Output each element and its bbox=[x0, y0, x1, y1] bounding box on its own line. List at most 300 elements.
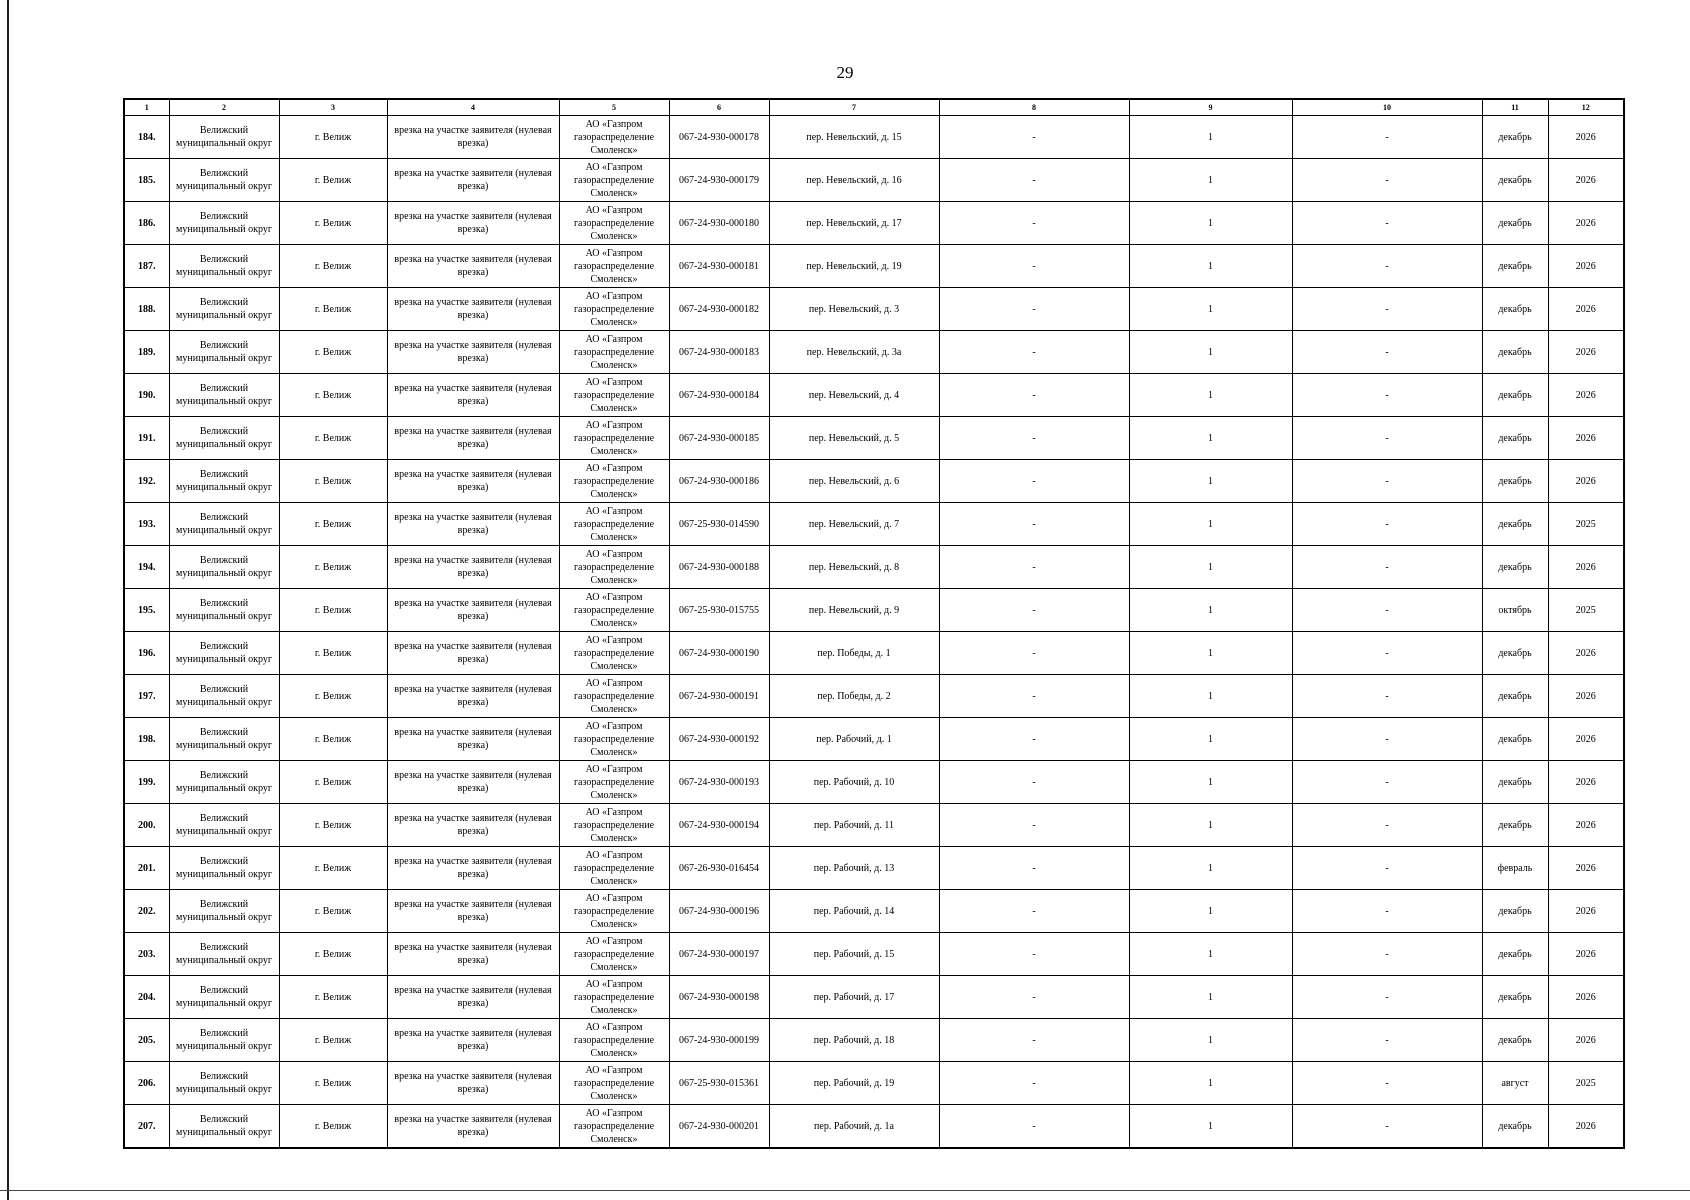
row-number: 185. bbox=[124, 159, 169, 202]
year-cell: 2026 bbox=[1548, 847, 1624, 890]
row-number: 197. bbox=[124, 675, 169, 718]
address-cell: пер. Рабочий, д. 19 bbox=[769, 1062, 939, 1105]
register-table bbox=[123, 98, 1625, 1149]
column-8-cell: - bbox=[939, 460, 1129, 503]
district-cell: Велижский муниципальный округ bbox=[169, 1105, 279, 1149]
table-row bbox=[124, 976, 1624, 1019]
city-cell: г. Велиж bbox=[279, 159, 387, 202]
work-type-cell: врезка на участке заявителя (нулевая врезка) bbox=[387, 632, 559, 675]
row-number: 206. bbox=[124, 1062, 169, 1105]
city-cell: г. Велиж bbox=[279, 288, 387, 331]
column-8-cell: - bbox=[939, 374, 1129, 417]
column-9-cell: 1 bbox=[1129, 331, 1292, 374]
organization-cell: АО «Газпром газораспределение Смоленск» bbox=[559, 589, 669, 632]
column-number: 7 bbox=[769, 99, 939, 116]
month-cell: август bbox=[1482, 1062, 1548, 1105]
column-8-cell: - bbox=[939, 804, 1129, 847]
month-cell: декабрь bbox=[1482, 245, 1548, 288]
column-10-cell: - bbox=[1292, 804, 1482, 847]
district-cell: Велижский муниципальный округ bbox=[169, 374, 279, 417]
district-cell: Велижский муниципальный округ bbox=[169, 761, 279, 804]
column-10-cell: - bbox=[1292, 675, 1482, 718]
object-code-cell: 067-24-930-000180 bbox=[669, 202, 769, 245]
year-cell: 2025 bbox=[1548, 503, 1624, 546]
district-cell: Велижский муниципальный округ bbox=[169, 589, 279, 632]
table-row bbox=[124, 1062, 1624, 1105]
organization-cell: АО «Газпром газораспределение Смоленск» bbox=[559, 1062, 669, 1105]
column-9-cell: 1 bbox=[1129, 417, 1292, 460]
address-cell: пер. Победы, д. 1 bbox=[769, 632, 939, 675]
row-number: 201. bbox=[124, 847, 169, 890]
column-9-cell: 1 bbox=[1129, 159, 1292, 202]
row-number: 188. bbox=[124, 288, 169, 331]
organization-cell: АО «Газпром газораспределение Смоленск» bbox=[559, 675, 669, 718]
column-9-cell: 1 bbox=[1129, 847, 1292, 890]
row-number: 203. bbox=[124, 933, 169, 976]
month-cell: декабрь bbox=[1482, 804, 1548, 847]
object-code-cell: 067-26-930-016454 bbox=[669, 847, 769, 890]
work-type-cell: врезка на участке заявителя (нулевая врезка) bbox=[387, 546, 559, 589]
work-type-cell: врезка на участке заявителя (нулевая врезка) bbox=[387, 589, 559, 632]
object-code-cell: 067-24-930-000185 bbox=[669, 417, 769, 460]
organization-cell: АО «Газпром газораспределение Смоленск» bbox=[559, 976, 669, 1019]
year-cell: 2025 bbox=[1548, 1062, 1624, 1105]
year-cell: 2026 bbox=[1548, 632, 1624, 675]
column-10-cell: - bbox=[1292, 1019, 1482, 1062]
city-cell: г. Велиж bbox=[279, 331, 387, 374]
month-cell: декабрь bbox=[1482, 675, 1548, 718]
work-type-cell: врезка на участке заявителя (нулевая врезка) bbox=[387, 761, 559, 804]
column-9-cell: 1 bbox=[1129, 245, 1292, 288]
table-row bbox=[124, 159, 1624, 202]
city-cell: г. Велиж bbox=[279, 890, 387, 933]
city-cell: г. Велиж bbox=[279, 632, 387, 675]
object-code-cell: 067-24-930-000181 bbox=[669, 245, 769, 288]
column-9-cell: 1 bbox=[1129, 1062, 1292, 1105]
year-cell: 2026 bbox=[1548, 976, 1624, 1019]
column-10-cell: - bbox=[1292, 331, 1482, 374]
month-cell: декабрь bbox=[1482, 288, 1548, 331]
work-type-cell: врезка на участке заявителя (нулевая врезка) bbox=[387, 890, 559, 933]
address-cell: пер. Невельский, д. 9 bbox=[769, 589, 939, 632]
organization-cell: АО «Газпром газораспределение Смоленск» bbox=[559, 331, 669, 374]
column-10-cell: - bbox=[1292, 847, 1482, 890]
object-code-cell: 067-24-930-000182 bbox=[669, 288, 769, 331]
year-cell: 2026 bbox=[1548, 933, 1624, 976]
work-type-cell: врезка на участке заявителя (нулевая врезка) bbox=[387, 202, 559, 245]
month-cell: декабрь bbox=[1482, 159, 1548, 202]
table-row bbox=[124, 1019, 1624, 1062]
object-code-cell: 067-24-930-000190 bbox=[669, 632, 769, 675]
organization-cell: АО «Газпром газораспределение Смоленск» bbox=[559, 159, 669, 202]
column-8-cell: - bbox=[939, 417, 1129, 460]
address-cell: пер. Невельский, д. 3 bbox=[769, 288, 939, 331]
month-cell: декабрь bbox=[1482, 890, 1548, 933]
table-row bbox=[124, 589, 1624, 632]
column-10-cell: - bbox=[1292, 503, 1482, 546]
table-row bbox=[124, 331, 1624, 374]
district-cell: Велижский муниципальный округ bbox=[169, 1062, 279, 1105]
organization-cell: АО «Газпром газораспределение Смоленск» bbox=[559, 374, 669, 417]
address-cell: пер. Невельский, д. 7 bbox=[769, 503, 939, 546]
column-10-cell: - bbox=[1292, 245, 1482, 288]
year-cell: 2026 bbox=[1548, 288, 1624, 331]
column-10-cell: - bbox=[1292, 1105, 1482, 1149]
address-cell: пер. Рабочий, д. 15 bbox=[769, 933, 939, 976]
work-type-cell: врезка на участке заявителя (нулевая врезка) bbox=[387, 718, 559, 761]
column-9-cell: 1 bbox=[1129, 202, 1292, 245]
work-type-cell: врезка на участке заявителя (нулевая врезка) bbox=[387, 460, 559, 503]
organization-cell: АО «Газпром газораспределение Смоленск» bbox=[559, 546, 669, 589]
object-code-cell: 067-24-930-000198 bbox=[669, 976, 769, 1019]
month-cell: декабрь bbox=[1482, 1105, 1548, 1149]
district-cell: Велижский муниципальный округ bbox=[169, 632, 279, 675]
page-number: 29 bbox=[836, 63, 854, 82]
month-cell: декабрь bbox=[1482, 976, 1548, 1019]
object-code-cell: 067-24-930-000192 bbox=[669, 718, 769, 761]
table-row bbox=[124, 417, 1624, 460]
month-cell: декабрь bbox=[1482, 632, 1548, 675]
organization-cell: АО «Газпром газораспределение Смоленск» bbox=[559, 116, 669, 159]
row-number: 193. bbox=[124, 503, 169, 546]
table-row bbox=[124, 847, 1624, 890]
column-9-cell: 1 bbox=[1129, 804, 1292, 847]
column-8-cell: - bbox=[939, 331, 1129, 374]
city-cell: г. Велиж bbox=[279, 417, 387, 460]
column-8-cell: - bbox=[939, 847, 1129, 890]
table-row bbox=[124, 546, 1624, 589]
work-type-cell: врезка на участке заявителя (нулевая врезка) bbox=[387, 159, 559, 202]
city-cell: г. Велиж bbox=[279, 718, 387, 761]
address-cell: пер. Невельский, д. 17 bbox=[769, 202, 939, 245]
year-cell: 2026 bbox=[1548, 245, 1624, 288]
address-cell: пер. Невельский, д. 4 bbox=[769, 374, 939, 417]
year-cell: 2026 bbox=[1548, 718, 1624, 761]
row-number: 205. bbox=[124, 1019, 169, 1062]
column-9-cell: 1 bbox=[1129, 503, 1292, 546]
city-cell: г. Велиж bbox=[279, 847, 387, 890]
column-9-cell: 1 bbox=[1129, 589, 1292, 632]
object-code-cell: 067-24-930-000183 bbox=[669, 331, 769, 374]
month-cell: декабрь bbox=[1482, 417, 1548, 460]
work-type-cell: врезка на участке заявителя (нулевая врезка) bbox=[387, 374, 559, 417]
year-cell: 2026 bbox=[1548, 890, 1624, 933]
city-cell: г. Велиж bbox=[279, 933, 387, 976]
district-cell: Велижский муниципальный округ bbox=[169, 417, 279, 460]
row-number: 192. bbox=[124, 460, 169, 503]
district-cell: Велижский муниципальный округ bbox=[169, 890, 279, 933]
row-number: 198. bbox=[124, 718, 169, 761]
scan-bottom-edge bbox=[0, 1190, 1690, 1191]
district-cell: Велижский муниципальный округ bbox=[169, 288, 279, 331]
column-9-cell: 1 bbox=[1129, 976, 1292, 1019]
object-code-cell: 067-24-930-000191 bbox=[669, 675, 769, 718]
address-cell: пер. Рабочий, д. 10 bbox=[769, 761, 939, 804]
year-cell: 2026 bbox=[1548, 1019, 1624, 1062]
address-cell: пер. Рабочий, д. 17 bbox=[769, 976, 939, 1019]
district-cell: Велижский муниципальный округ bbox=[169, 933, 279, 976]
object-code-cell: 067-24-930-000193 bbox=[669, 761, 769, 804]
work-type-cell: врезка на участке заявителя (нулевая врезка) bbox=[387, 417, 559, 460]
object-code-cell: 067-24-930-000184 bbox=[669, 374, 769, 417]
column-8-cell: - bbox=[939, 503, 1129, 546]
row-number: 207. bbox=[124, 1105, 169, 1149]
row-number: 199. bbox=[124, 761, 169, 804]
column-8-cell: - bbox=[939, 1062, 1129, 1105]
year-cell: 2026 bbox=[1548, 804, 1624, 847]
table-row bbox=[124, 804, 1624, 847]
column-9-cell: 1 bbox=[1129, 1019, 1292, 1062]
district-cell: Велижский муниципальный округ bbox=[169, 202, 279, 245]
work-type-cell: врезка на участке заявителя (нулевая врезка) bbox=[387, 976, 559, 1019]
city-cell: г. Велиж bbox=[279, 1062, 387, 1105]
row-number: 190. bbox=[124, 374, 169, 417]
organization-cell: АО «Газпром газораспределение Смоленск» bbox=[559, 202, 669, 245]
column-8-cell: - bbox=[939, 675, 1129, 718]
column-10-cell: - bbox=[1292, 546, 1482, 589]
year-cell: 2026 bbox=[1548, 1105, 1624, 1149]
work-type-cell: врезка на участке заявителя (нулевая врезка) bbox=[387, 1105, 559, 1149]
city-cell: г. Велиж bbox=[279, 374, 387, 417]
month-cell: декабрь bbox=[1482, 460, 1548, 503]
table-row bbox=[124, 116, 1624, 159]
column-10-cell: - bbox=[1292, 933, 1482, 976]
column-9-cell: 1 bbox=[1129, 288, 1292, 331]
city-cell: г. Велиж bbox=[279, 804, 387, 847]
city-cell: г. Велиж bbox=[279, 675, 387, 718]
column-10-cell: - bbox=[1292, 761, 1482, 804]
year-cell: 2025 bbox=[1548, 589, 1624, 632]
city-cell: г. Велиж bbox=[279, 1105, 387, 1149]
column-number: 3 bbox=[279, 99, 387, 116]
address-cell: пер. Невельский, д. 6 bbox=[769, 460, 939, 503]
column-9-cell: 1 bbox=[1129, 374, 1292, 417]
address-cell: пер. Невельский, д. 3а bbox=[769, 331, 939, 374]
district-cell: Велижский муниципальный округ bbox=[169, 116, 279, 159]
object-code-cell: 067-24-930-000196 bbox=[669, 890, 769, 933]
address-cell: пер. Рабочий, д. 1 bbox=[769, 718, 939, 761]
object-code-cell: 067-25-930-015755 bbox=[669, 589, 769, 632]
object-code-cell: 067-24-930-000194 bbox=[669, 804, 769, 847]
organization-cell: АО «Газпром газораспределение Смоленск» bbox=[559, 1019, 669, 1062]
district-cell: Велижский муниципальный округ bbox=[169, 503, 279, 546]
column-8-cell: - bbox=[939, 718, 1129, 761]
month-cell: октябрь bbox=[1482, 589, 1548, 632]
address-cell: пер. Невельский, д. 15 bbox=[769, 116, 939, 159]
column-9-cell: 1 bbox=[1129, 890, 1292, 933]
column-number: 4 bbox=[387, 99, 559, 116]
column-8-cell: - bbox=[939, 1019, 1129, 1062]
work-type-cell: врезка на участке заявителя (нулевая врезка) bbox=[387, 503, 559, 546]
column-10-cell: - bbox=[1292, 116, 1482, 159]
table-row bbox=[124, 890, 1624, 933]
column-number: 1 bbox=[124, 99, 169, 116]
object-code-cell: 067-24-930-000197 bbox=[669, 933, 769, 976]
column-9-cell: 1 bbox=[1129, 933, 1292, 976]
organization-cell: АО «Газпром газораспределение Смоленск» bbox=[559, 890, 669, 933]
row-number: 189. bbox=[124, 331, 169, 374]
address-cell: пер. Невельский, д. 19 bbox=[769, 245, 939, 288]
column-10-cell: - bbox=[1292, 589, 1482, 632]
column-10-cell: - bbox=[1292, 460, 1482, 503]
year-cell: 2026 bbox=[1548, 417, 1624, 460]
table-row bbox=[124, 632, 1624, 675]
scan-left-edge bbox=[7, 0, 9, 1200]
object-code-cell: 067-24-930-000199 bbox=[669, 1019, 769, 1062]
column-10-cell: - bbox=[1292, 718, 1482, 761]
table-row bbox=[124, 675, 1624, 718]
work-type-cell: врезка на участке заявителя (нулевая врезка) bbox=[387, 1062, 559, 1105]
year-cell: 2026 bbox=[1548, 202, 1624, 245]
city-cell: г. Велиж bbox=[279, 503, 387, 546]
work-type-cell: врезка на участке заявителя (нулевая врезка) bbox=[387, 933, 559, 976]
year-cell: 2026 bbox=[1548, 116, 1624, 159]
address-cell: пер. Рабочий, д. 1а bbox=[769, 1105, 939, 1149]
city-cell: г. Велиж bbox=[279, 460, 387, 503]
column-9-cell: 1 bbox=[1129, 460, 1292, 503]
month-cell: декабрь bbox=[1482, 718, 1548, 761]
work-type-cell: врезка на участке заявителя (нулевая врезка) bbox=[387, 331, 559, 374]
column-number: 6 bbox=[669, 99, 769, 116]
column-10-cell: - bbox=[1292, 632, 1482, 675]
column-10-cell: - bbox=[1292, 1062, 1482, 1105]
district-cell: Велижский муниципальный округ bbox=[169, 675, 279, 718]
organization-cell: АО «Газпром газораспределение Смоленск» bbox=[559, 417, 669, 460]
month-cell: декабрь bbox=[1482, 331, 1548, 374]
table-row bbox=[124, 288, 1624, 331]
column-8-cell: - bbox=[939, 288, 1129, 331]
district-cell: Велижский муниципальный округ bbox=[169, 1019, 279, 1062]
work-type-cell: врезка на участке заявителя (нулевая врезка) bbox=[387, 1019, 559, 1062]
column-number: 5 bbox=[559, 99, 669, 116]
column-8-cell: - bbox=[939, 761, 1129, 804]
address-cell: пер. Победы, д. 2 bbox=[769, 675, 939, 718]
address-cell: пер. Рабочий, д. 18 bbox=[769, 1019, 939, 1062]
column-8-cell: - bbox=[939, 976, 1129, 1019]
year-cell: 2026 bbox=[1548, 374, 1624, 417]
column-10-cell: - bbox=[1292, 159, 1482, 202]
column-8-cell: - bbox=[939, 933, 1129, 976]
object-code-cell: 067-24-930-000201 bbox=[669, 1105, 769, 1149]
month-cell: декабрь bbox=[1482, 761, 1548, 804]
column-number: 11 bbox=[1482, 99, 1548, 116]
column-number: 9 bbox=[1129, 99, 1292, 116]
district-cell: Велижский муниципальный округ bbox=[169, 460, 279, 503]
city-cell: г. Велиж bbox=[279, 589, 387, 632]
column-number: 8 bbox=[939, 99, 1129, 116]
city-cell: г. Велиж bbox=[279, 546, 387, 589]
district-cell: Велижский муниципальный округ bbox=[169, 976, 279, 1019]
row-number: 195. bbox=[124, 589, 169, 632]
year-cell: 2026 bbox=[1548, 331, 1624, 374]
organization-cell: АО «Газпром газораспределение Смоленск» bbox=[559, 933, 669, 976]
row-number: 202. bbox=[124, 890, 169, 933]
table-row bbox=[124, 245, 1624, 288]
month-cell: декабрь bbox=[1482, 546, 1548, 589]
row-number: 204. bbox=[124, 976, 169, 1019]
organization-cell: АО «Газпром газораспределение Смоленск» bbox=[559, 632, 669, 675]
city-cell: г. Велиж bbox=[279, 976, 387, 1019]
column-8-cell: - bbox=[939, 245, 1129, 288]
year-cell: 2026 bbox=[1548, 159, 1624, 202]
address-cell: пер. Рабочий, д. 14 bbox=[769, 890, 939, 933]
row-number: 194. bbox=[124, 546, 169, 589]
row-number: 200. bbox=[124, 804, 169, 847]
organization-cell: АО «Газпром газораспределение Смоленск» bbox=[559, 503, 669, 546]
object-code-cell: 067-24-930-000188 bbox=[669, 546, 769, 589]
object-code-cell: 067-24-930-000186 bbox=[669, 460, 769, 503]
column-8-cell: - bbox=[939, 589, 1129, 632]
city-cell: г. Велиж bbox=[279, 245, 387, 288]
column-9-cell: 1 bbox=[1129, 632, 1292, 675]
column-number: 10 bbox=[1292, 99, 1482, 116]
address-cell: пер. Рабочий, д. 11 bbox=[769, 804, 939, 847]
row-number: 184. bbox=[124, 116, 169, 159]
register-rows bbox=[124, 116, 1624, 1149]
month-cell: декабрь bbox=[1482, 1019, 1548, 1062]
table-row bbox=[124, 460, 1624, 503]
organization-cell: АО «Газпром газораспределение Смоленск» bbox=[559, 847, 669, 890]
row-number: 191. bbox=[124, 417, 169, 460]
column-number: 2 bbox=[169, 99, 279, 116]
table-row bbox=[124, 374, 1624, 417]
month-cell: февраль bbox=[1482, 847, 1548, 890]
column-10-cell: - bbox=[1292, 202, 1482, 245]
organization-cell: АО «Газпром газораспределение Смоленск» bbox=[559, 1105, 669, 1149]
row-number: 187. bbox=[124, 245, 169, 288]
column-9-cell: 1 bbox=[1129, 546, 1292, 589]
object-code-cell: 067-24-930-000178 bbox=[669, 116, 769, 159]
city-cell: г. Велиж bbox=[279, 202, 387, 245]
row-number: 196. bbox=[124, 632, 169, 675]
column-10-cell: - bbox=[1292, 890, 1482, 933]
address-cell: пер. Невельский, д. 8 bbox=[769, 546, 939, 589]
work-type-cell: врезка на участке заявителя (нулевая врезка) bbox=[387, 804, 559, 847]
city-cell: г. Велиж bbox=[279, 116, 387, 159]
column-8-cell: - bbox=[939, 632, 1129, 675]
column-10-cell: - bbox=[1292, 374, 1482, 417]
district-cell: Велижский муниципальный округ bbox=[169, 245, 279, 288]
month-cell: декабрь bbox=[1482, 202, 1548, 245]
column-number: 12 bbox=[1548, 99, 1624, 116]
column-8-cell: - bbox=[939, 159, 1129, 202]
work-type-cell: врезка на участке заявителя (нулевая врезка) bbox=[387, 245, 559, 288]
table-row bbox=[124, 1105, 1624, 1149]
district-cell: Велижский муниципальный округ bbox=[169, 847, 279, 890]
district-cell: Велижский муниципальный округ bbox=[169, 331, 279, 374]
column-8-cell: - bbox=[939, 1105, 1129, 1149]
organization-cell: АО «Газпром газораспределение Смоленск» bbox=[559, 761, 669, 804]
month-cell: декабрь bbox=[1482, 116, 1548, 159]
work-type-cell: врезка на участке заявителя (нулевая врезка) bbox=[387, 288, 559, 331]
object-code-cell: 067-25-930-014590 bbox=[669, 503, 769, 546]
table-row bbox=[124, 933, 1624, 976]
address-cell: пер. Невельский, д. 16 bbox=[769, 159, 939, 202]
work-type-cell: врезка на участке заявителя (нулевая врезка) bbox=[387, 675, 559, 718]
table-row bbox=[124, 718, 1624, 761]
address-cell: пер. Рабочий, д. 13 bbox=[769, 847, 939, 890]
district-cell: Велижский муниципальный округ bbox=[169, 718, 279, 761]
city-cell: г. Велиж bbox=[279, 761, 387, 804]
column-10-cell: - bbox=[1292, 417, 1482, 460]
address-cell: пер. Невельский, д. 5 bbox=[769, 417, 939, 460]
column-number-row bbox=[124, 99, 1624, 116]
year-cell: 2026 bbox=[1548, 546, 1624, 589]
organization-cell: АО «Газпром газораспределение Смоленск» bbox=[559, 288, 669, 331]
column-8-cell: - bbox=[939, 202, 1129, 245]
column-9-cell: 1 bbox=[1129, 718, 1292, 761]
column-10-cell: - bbox=[1292, 288, 1482, 331]
